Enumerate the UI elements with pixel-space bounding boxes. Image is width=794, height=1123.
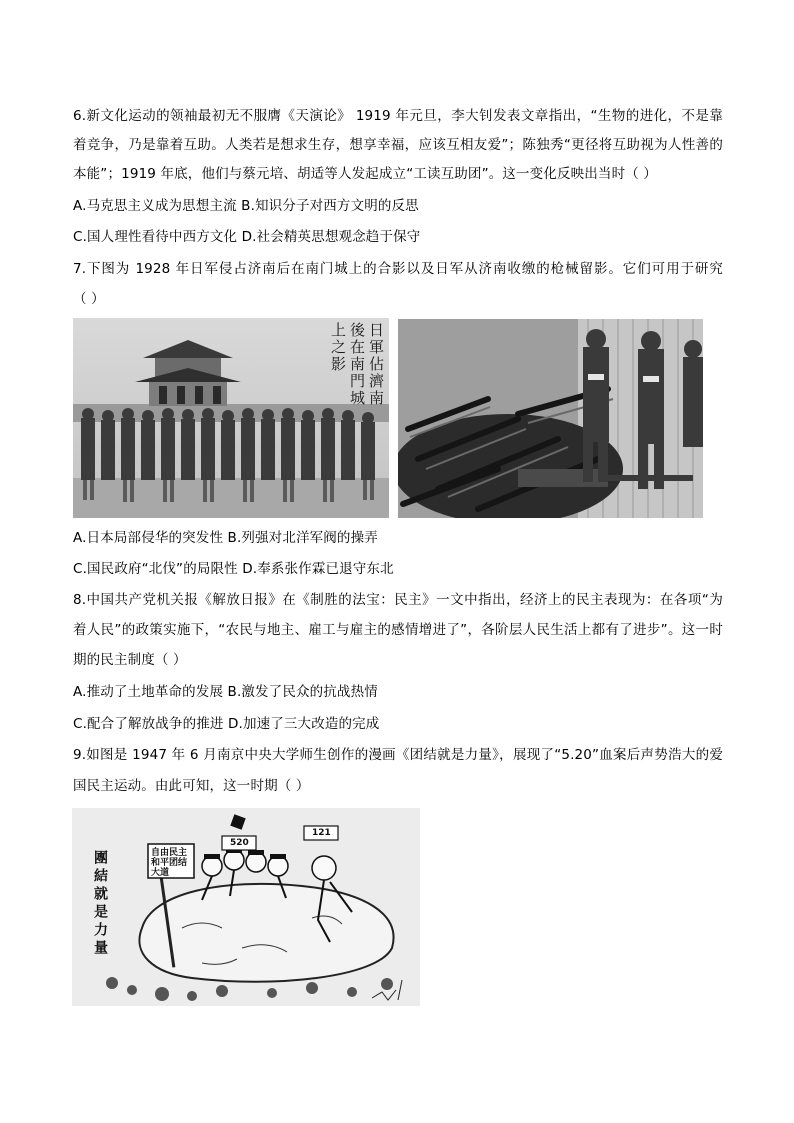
cartoon-tag-121: 121 [312, 828, 331, 838]
q7-stem-line-2: （ ） [73, 291, 105, 307]
q7-options-ab: A.日本局部侵华的突发性 B.列强对北洋军阀的操弄 [73, 530, 378, 546]
photo-seized-weapons [398, 319, 703, 518]
q9-stem-line-2: 国民主运动。由此可知，这一时期（ ） [73, 778, 310, 794]
q6-stem-line-1: 6.新文化运动的领袖最初无不服膺《天演论》 1919 年元旦，李大钊发表文章指出，“生物的进化，不是靠 [73, 108, 723, 124]
cartoon-unity-is-strength [72, 808, 420, 1006]
q7-options-cd: C.国民政府“北伐”的局限性 D.奉系张作霖已退守东北 [73, 561, 394, 577]
q8-stem-line-1: 8.中国共产党机关报《解放日报》在《制胜的法宝：民主》一文中指出，经济上的民主表现为：在各项“为 [73, 592, 723, 608]
cartoon-road-sign: 自由民主和平团结大道 [151, 848, 188, 878]
cartoon-title: 團結就是力量 [92, 850, 108, 958]
q9-stem-line-1: 9.如图是 1947 年 6 月南京中央大学师生创作的漫画《团结就是力量》，展现了“5.20”血案后声势浩大的爱 [73, 747, 723, 763]
q8-stem-line-3: 期的民主制度（ ） [73, 652, 187, 668]
q6-stem-line-2: 着竞争，乃是靠着互助。人类若是想求生存，想享幸福，应该互相友爱”；陈独秀“更径将互助视为人性善的 [73, 137, 723, 153]
photo-soldiers-south-gate [73, 318, 389, 518]
q7-stem-line-1: 7.下图为 1928 年日军侵占济南后在南门城上的合影以及日军从济南收缴的枪械留影。它们可用于研究 [73, 261, 723, 277]
q6-stem-line-3: 本能”；1919 年底，他们与蔡元培、胡适等人发起成立“工读互助团”。这一变化反映出当时（ ） [73, 166, 657, 182]
q8-stem-line-2: 着人民”的政策实施下，“农民与地主、雇工与雇主的感情增进了”，各阶层人民生活上都有了进步”。这一时 [73, 622, 723, 638]
q6-options-ab: A.马克思主义成为思想主流 B.知识分子对西方文明的反思 [73, 198, 419, 214]
photo-caption: 日軍佔濟南後在南門城上之影 [329, 322, 385, 407]
cartoon-tag-520: 520 [230, 838, 249, 848]
q8-options-cd: C.配合了解放战争的推进 D.加速了三大改造的完成 [73, 716, 380, 732]
q8-options-ab: A.推动了土地革命的发展 B.激发了民众的抗战热情 [73, 684, 378, 700]
q6-options-cd: C.国人理性看待中西方文化 D.社会精英思想观念趋于保守 [73, 229, 421, 245]
photo-seized-weapons-drawing [398, 319, 703, 518]
